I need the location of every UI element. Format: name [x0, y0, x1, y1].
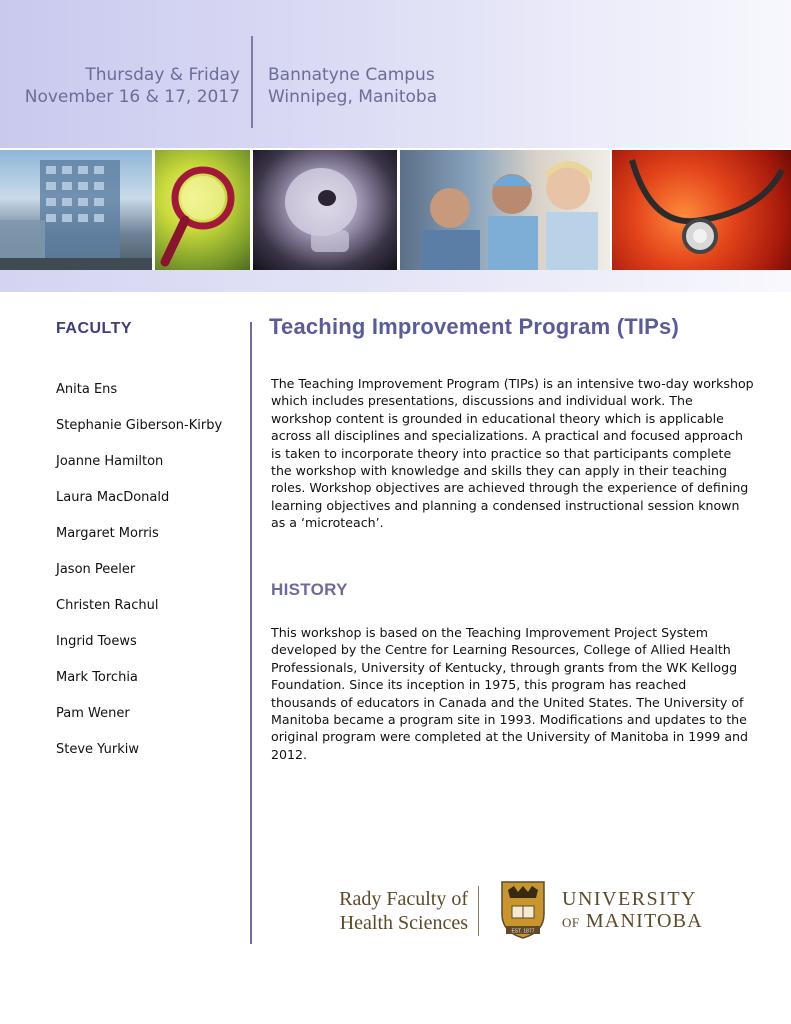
- header-divider: [251, 36, 253, 128]
- stethoscope-icon: [612, 150, 791, 270]
- faculty-logo-line-2: Health Sciences: [339, 912, 468, 934]
- faculty-member: Christen Rachul: [56, 598, 159, 613]
- faculty-heading: FACULTY: [56, 320, 133, 337]
- faculty-member: Joanne Hamilton: [56, 454, 164, 469]
- column-divider: [250, 322, 252, 944]
- event-campus: Bannatyne Campus: [268, 65, 435, 85]
- event-city: Winnipeg, Manitoba: [268, 87, 438, 107]
- history-description: This workshop is based on the Teaching Improvement Project System developed by the Centre for Learning Resources, College of Allied Health Professionals, University of Kentucky, through grants from the WK Kellogg Foundation. Since its inception in 1975, this program has reached thousands of educators in Canada and the United States. The University of Manitoba became a program site in 1993. Modifications and updates to the original program were completed at the University of Manitoba in 1999 and 2012.: [271, 625, 749, 762]
- crest-motto: EST. 1877: [511, 928, 535, 935]
- event-date-range: November 16 & 17, 2017: [24, 87, 240, 107]
- faculty-member: Jason Peeler: [56, 562, 136, 577]
- logo-divider: [478, 886, 479, 936]
- university-logo-name: MANITOBA: [585, 910, 703, 932]
- faculty-member: Ingrid Toews: [56, 634, 137, 649]
- medical-staff-illustration: [400, 150, 610, 270]
- history-heading: HISTORY: [271, 580, 348, 599]
- program-description: The Teaching Improvement Program (TIPs) is an intensive two-day workshop which includes presentations, discussions and individual work. The workshop content is grounded in educational theory which is applicable across all disciplines and specializations. A practical and focused approach is taken to incorporate theory into practice so that participants complete the workshop with knowledge and skills they can apply in their teaching roles. Workshop objectives are achieved through the experience of defining learning objectives and planning a condensed instructional session known as a ‘microteach’.: [271, 376, 754, 531]
- page-title: Teaching Improvement Program (TIPs): [269, 314, 680, 339]
- university-logo-of: OF: [562, 915, 580, 930]
- faculty-list: [56, 380, 222, 776]
- photo-strip: [0, 150, 791, 270]
- building-photo: [0, 150, 152, 270]
- building-illustration: [0, 150, 152, 270]
- faculty-logo-line-1: Rady Faculty of: [339, 888, 468, 910]
- university-crest-icon: [500, 880, 546, 940]
- faculty-member: Margaret Morris: [56, 526, 159, 541]
- medical-staff-photo: [400, 150, 610, 270]
- faculty-member: Laura MacDonald: [56, 490, 170, 505]
- faculty-member: Pam Wener: [56, 706, 130, 721]
- university-logo-line-1: UNIVERSITY: [562, 888, 697, 910]
- event-header-band: [0, 0, 791, 148]
- faculty-logo-text: [328, 887, 468, 935]
- faculty-member: Mark Torchia: [56, 670, 138, 685]
- magnifying-glass-icon: [155, 150, 250, 270]
- stethoscope-photo: [612, 150, 791, 270]
- event-dates: [25, 64, 240, 108]
- university-logo-line-2: [562, 910, 703, 933]
- skull-xray-photo: [253, 150, 397, 270]
- event-days: Thursday & Friday: [85, 65, 240, 85]
- faculty-member: Stephanie Giberson-Kirby: [56, 418, 223, 433]
- event-location: [268, 64, 437, 108]
- faculty-member: Steve Yurkiw: [56, 742, 139, 757]
- magnifier-photo: [155, 150, 250, 270]
- faculty-member: Anita Ens: [56, 382, 118, 397]
- header-lower-band: [0, 270, 791, 292]
- skull-icon: [253, 150, 397, 270]
